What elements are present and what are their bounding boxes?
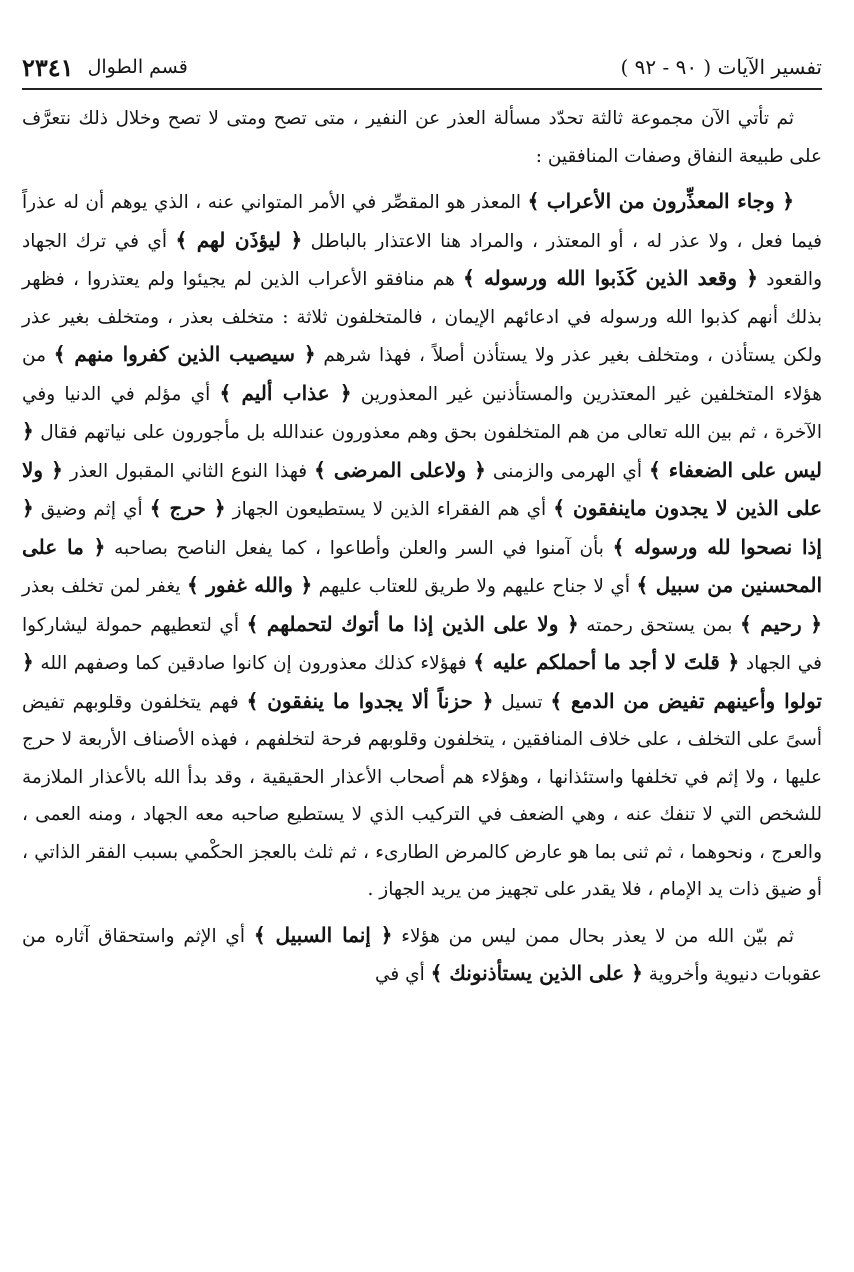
running-title: تفسير الآيات ( ٩٠ - ٩٢ ) [620,55,822,79]
page-header [22,50,822,84]
header-divider [22,88,822,90]
quran-verse: ﴿ ما على المحسنين من سبيل ﴾ [22,534,823,597]
book-page [22,0,822,1272]
commentary-text: أي في ترك الجهاد والقعود [22,230,823,290]
paragraph [22,183,822,909]
quran-verse: ﴿ إذا نصحوا لله ورسوله ﴾ [22,496,822,559]
quran-verse: ﴿ سيصيب الذين كفروا منهم ﴾ [53,342,316,366]
commentary-text: ثم تأتي الآن مجموعة ثالثة تحدّد مسألة العذر عن النفير ، متى تصح ومتى لا تصح وخلال ذلك نتعرَّف على طبيعة النفاق وصفات المنافقين : [22,108,822,167]
quran-verse: ﴿ ولا على الذين إذا ما أتوك لتحملهم ﴾ [246,611,579,636]
quran-verse: ﴿ ولا على الذين لا يجدون ماينفقون ﴾ [22,457,823,520]
commentary-text: أي لتعطيهم حمولة ليشاركوا في الجهاد [22,614,822,674]
quran-verse: ﴿ عذاب أليم ﴾ [219,380,352,405]
commentary-text: هم منافقو الأعراب الذين لم يجيئوا ولم يعتذروا ، فظهر بذلك أنهم كذبوا الله ورسوله في ادعائهم الإيمان ، فالمتخلفون ثلاثة : متخلف بعذر ، ومتخلف بغير عذر ولكن يستأذن ، ومتخلف بغير عذر ولا يستأذن أصلاً ، فهذا شرهم [22,269,822,366]
quran-verse: ﴿ وجاء المعذِّرون من الأعراب ﴾ [527,189,794,213]
quran-verse: ﴿ والله غفور ﴾ [186,573,313,597]
commentary-text: أي الهرمى والزمنى [485,460,650,482]
quran-verse: ﴿ وقعد الذين كَذَبوا الله ورسوله ﴾ [462,266,759,290]
quran-verse: ﴿ على الذين يستأذنونك ﴾ [430,961,643,985]
header-right-group [22,53,188,82]
paragraph [22,100,822,175]
commentary-text: المعذر هو المقصِّر في الأمر المتواني عنه ، الذي يوهم أن له عذراً فيما فعل ، ولا عذر له ، أو المعتذر ، والمراد هنا الاعتذار بالباطل [22,192,822,252]
commentary-text: أي الإثم واستحقاق آثاره من عقوبات دنيوية وأخروية [22,925,822,985]
quran-verse: ﴿ تولوا وأعينهم تفيض من الدمع ﴾ [22,650,822,713]
quran-verse: ﴿ إنما السبيل ﴾ [253,922,393,947]
commentary-text: أي مؤلم في الدنيا وفي الآخرة ، ثم بين الله تعالى من هم المتخلفون بحق وهم معذورون عندالله بل مأجورون على نياتهم فقال [22,383,822,443]
commentary-text: أي في [375,964,431,985]
commentary-text: من هؤلاء المتخلفين غير المعتذرين والمستأذنين غير المعذورين [22,345,822,405]
commentary-text: أي إثم وضيق [33,499,150,520]
commentary-text: فهم يتخلفون وقلوبهم تفيض أسىً على التخلف ، على خلاف المنافقين ، يتخلفون وقلوبهم فرحة لتخلفهم ، فهذه الأصناف الأربعة لا حرج عليها ، ولا إثم في تخلفها واستئذانها ، وهؤلاء هم أصحاب الأعذار الحقيقية ، وقد بدأ الله بالأعذار الملازمة للشخص التي لا تنفك عنه ، وهي الضعف في التركيب الذي لا يستطيع صاحبه معه الجهاد ، ومنه العمى ، والعرج ، ونحوهما ، ثم ثنى بما هو عارض كالمرض الطارىء ، ثم ثلث بالعجز الحكْمي بسبب الفقر الذاتي ، أو ضيق ذات يد الإمام ، فلا يقدر على تجهيز من يريد الجهاز . [22,691,822,900]
quran-verse: ﴿ حزناً ألا يجدوا ما ينفقون ﴾ [246,688,494,713]
page-number: ٢٣٤١ [22,52,74,82]
commentary-text: تسيل [493,691,551,713]
commentary-text: أي هم الفقراء الذين لا يستطيعون الجهاز [225,499,554,520]
commentary-text: فهؤلاء كذلك معذورون إن كانوا صادقين كما وصفهم الله [33,653,474,674]
quran-verse: ﴿ رحيم ﴾ [739,611,822,636]
commentary-text: يغفر لمن تخلف بعذر [22,576,187,597]
commentary-text: أي لا جناح عليهم ولا طريق للعتاب عليهم [312,576,637,597]
section-title: قسم الطوال [87,56,188,78]
quran-verse: ﴿ قلتَ لا أجد ما أحملكم عليه ﴾ [473,650,740,674]
quran-verse: ﴿ ليؤذَن لهم ﴾ [175,227,303,252]
quran-verse: ﴿ حرج ﴾ [149,496,226,520]
commentary-text: ثم بيّن الله من لا يعذر بحال ممن ليس من هؤلاء [392,925,794,947]
body-text [22,100,822,994]
quran-verse: ﴿ ولاعلى المرضى ﴾ [314,457,486,482]
paragraph [22,917,822,994]
commentary-text: فهذا النوع الثاني المقبول العذر [62,460,315,482]
commentary-text: بأن آمنوا في السر والعلن وأطاعوا ، كما يفعل الناصح بصاحبه [105,537,613,559]
commentary-text: بمن يستحق رحمته [578,614,740,636]
quran-verse: ﴿ ليس على الضعفاء ﴾ [22,419,822,482]
